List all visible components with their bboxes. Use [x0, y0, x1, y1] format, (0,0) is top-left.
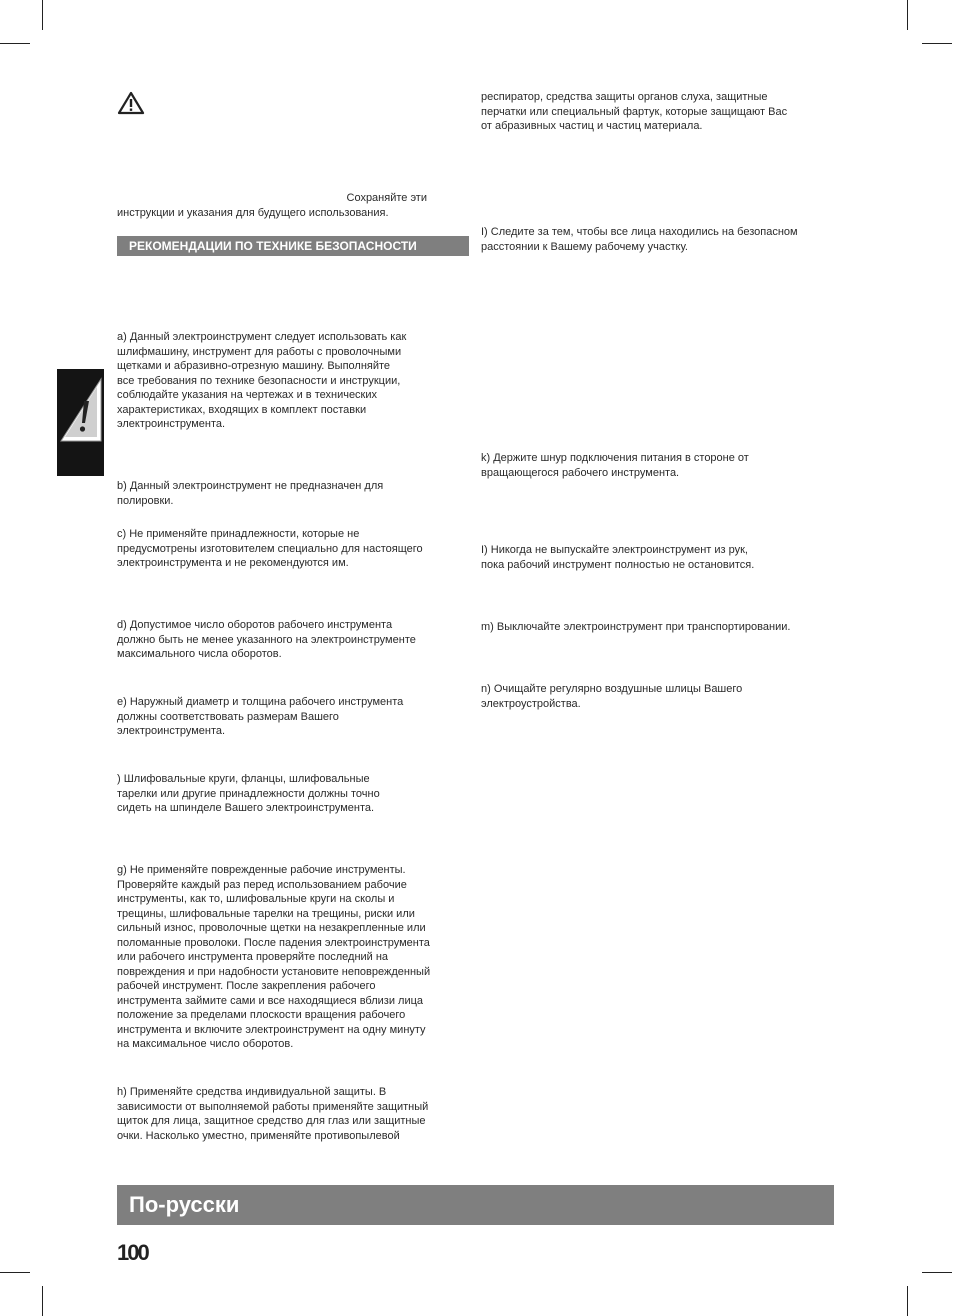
- crop-mark: [0, 43, 30, 44]
- crop-mark: [42, 0, 43, 30]
- header-right-text: респиратор, средства защиты органов слуха, защитные перчатки или специальный фартук, которые защищают Вас от абразивных частиц и частиц материала.: [481, 91, 788, 132]
- crop-mark: [0, 1272, 30, 1273]
- item-d: d) Допустимое число оборотов рабочего инструмента должно быть не менее указанного на электроинструменте максимального числа оборотов.: [117, 619, 416, 660]
- item-a: a) Данный электроинструмент следует использовать как шлифмашину, инструмент для работы с проволочными щетками и абразивно-отрезную машину. Выполняйте все требования по технике безопасности и инструкции, соблюдайте указания на чертежах и в технических характеристиках, входящих в комплект поставки электроинструмента.: [117, 331, 407, 430]
- crop-mark: [922, 43, 952, 44]
- item-c: c) Не применяйте принадлежности, которые не предусмотрены изготовителем специально для настоящего электроинструмента и не рекомендуются им.: [117, 528, 423, 569]
- item-h: h) Применяйте средства индивидуальной защиты. В зависимости от выполняемой работы применяйте защитный щиток для лица, защитное средство для глаз или защитные очки. Насколько уместно, применяйте противопылевой: [117, 1086, 429, 1142]
- item-i: I) Следите за тем, чтобы все лица находились на безопасном расстоянии к Вашему рабочему участку.: [481, 226, 798, 253]
- item-g: g) Не применяйте поврежденные рабочие инструменты. Проверяйте каждый раз перед использованием рабочие инструменты, как то, шлифовальные круги на сколы и трещины, шлифовальные тарелки на трещины, риски или сильный износ, проволочные щетки на незакрепленные или поломанные проволоки. После падения электроинструмента или рабочего инструмента проверяйте последний на повреждения и при надобности установите неповрежденный рабочей инструмент. После закрепления рабочего инструмента займите сами и все находящиеся вблизи лица положение за пределами плоскости вращения рабочего инструмента и включите электроинструмент на одну минуту на максимальное число оборотов.: [117, 864, 431, 1050]
- language-footer-bar: [117, 1185, 834, 1225]
- item-e: e) Наружный диаметр и толщина рабочего инструмента должны соответствовать размерам Вашего электроинструмента.: [117, 696, 404, 737]
- exclamation-tab-icon: [57, 369, 104, 476]
- warning-triangle-icon: [117, 91, 145, 115]
- crop-mark: [907, 0, 908, 30]
- item-l: I) Никогда не выпускайте электроинструмент из рук, пока рабочий инструмент полностью не остановится.: [481, 544, 755, 571]
- item-b: b) Данный электроинструмент не предназначен для полировки.: [117, 480, 384, 507]
- item-f: ) Шлифовальные круги, фланцы, шлифовальные тарелки или другие принадлежности должны точно сидеть на шпинделе Вашего электроинструмента.: [117, 773, 380, 814]
- section-title-bar: [117, 236, 469, 256]
- item-m: m) Выключайте электроинструмент при транспортировании.: [481, 621, 791, 633]
- intro-save-text: Сохраняйте эти инструкции и указания для будущего использования.: [117, 192, 427, 219]
- page-number: 100: [117, 1240, 148, 1265]
- item-n: n) Очищайте регулярно воздушные шлицы Вашего электроустройства.: [481, 683, 743, 710]
- language-label: По-русски: [129, 1192, 240, 1217]
- section-title: РЕКОМЕНДАЦИИ ПО ТЕХНИКЕ БЕЗОПАСНОСТИ: [129, 239, 417, 253]
- crop-mark: [42, 1286, 43, 1316]
- crop-mark: [922, 1272, 952, 1273]
- side-tab: [57, 369, 104, 476]
- item-k: k) Держите шнур подключения питания в стороне от вращающегося рабочего инструмента.: [481, 452, 749, 479]
- crop-mark: [907, 1286, 908, 1316]
